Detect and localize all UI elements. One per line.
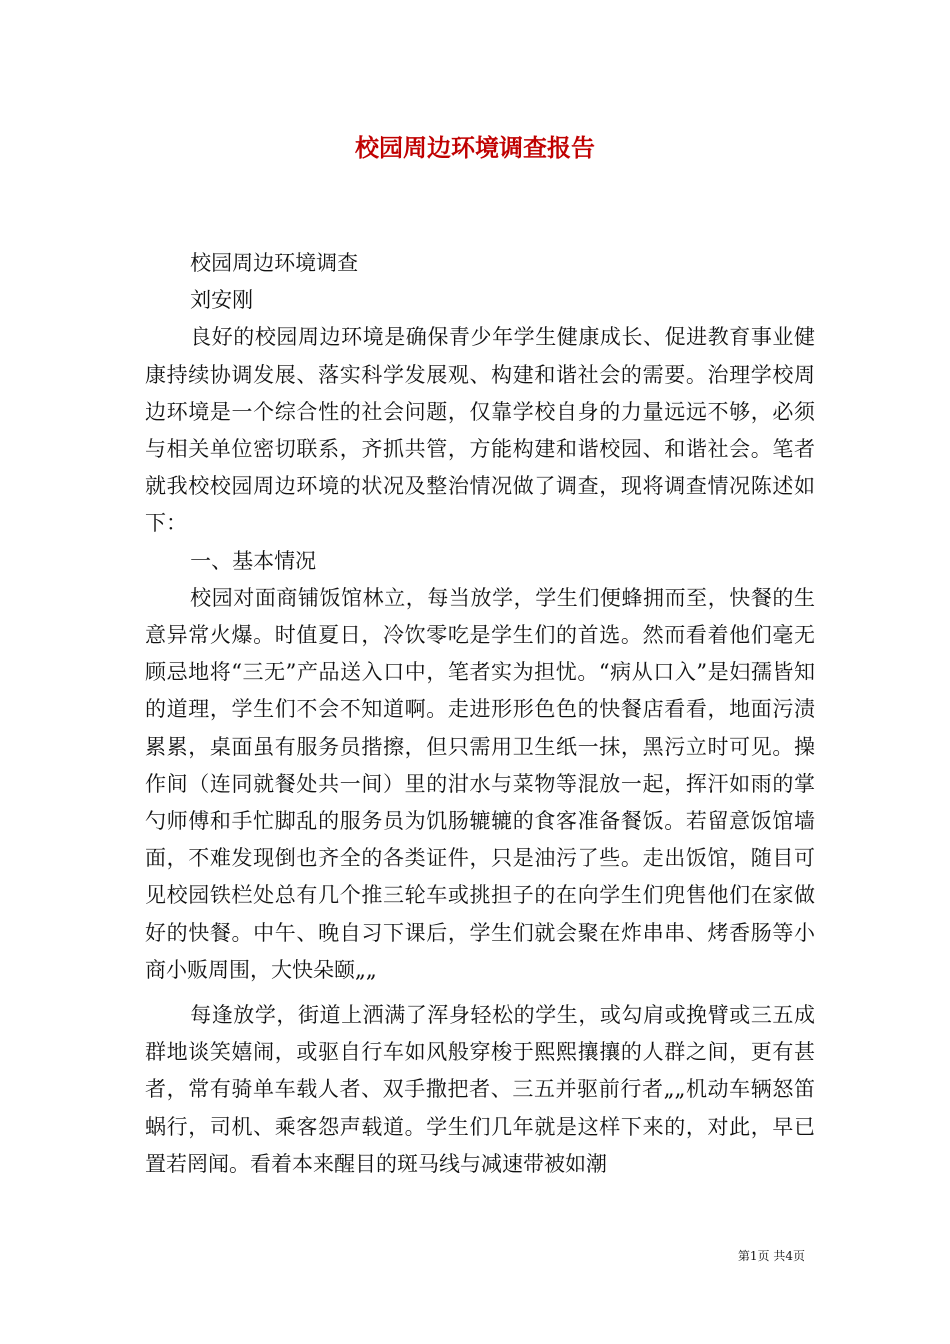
paragraph-traffic: 每逢放学，街道上洒满了浑身轻松的学生，或勾肩或挽臂或三五成群地谈笑嬉闹，或驱自行车如风般穿梭于熙熙攘攘的人群之间，更有甚者，常有骑单车载人者、双手撒把者、三五并驱前行者„„机动车辆怒笛蜗行，司机、乘客怨声载道。学生们几年就是这样下来的，对此，早已置若罔闻。看着本来醒目的斑马线与减速带被如潮	[145, 1003, 815, 1176]
page-footer	[738, 1248, 805, 1264]
document-subtitle: 校园周边环境调查	[190, 251, 359, 275]
paragraph-food-safety: 校园对面商铺饭馆林立，每当放学，学生们便蜂拥而至，快餐的生意异常火爆。时值夏日，冷饮零吃是学生们的首选。然而看着他们毫无顾忌地将“三无”产品送入口中，笔者实为担忧。“病从口入”是妇孺皆知的道理，学生们不会不知道啊。走进形形色色的快餐店看看，地面污渍累累，桌面虽有服务员揩擦，但只需用卫生纸一抹，黑污立时可见。操作间（连同就餐处共一间）里的泔水与菜物等混放一起，挥汗如雨的掌勺师傅和手忙脚乱的服务员为饥肠辘辘的食客准备餐饭。若留意饭馆墙面，不难发现倒也齐全的各类证件，只是油污了些。走出饭馆，随目可见校园铁栏处总有几个推三轮车或挑担子的在向学生们兜售他们在家做好的快餐。中午、晚自习下课后，学生们就会聚在炸串串、烤香肠等小商小贩周围，大快朵颐„„	[145, 585, 815, 982]
footer-total-pages: 4	[785, 1249, 793, 1263]
footer-suffix: 页	[792, 1249, 805, 1263]
footer-prefix: 第	[737, 1249, 750, 1263]
document-author: 刘安刚	[190, 288, 254, 313]
footer-current-page: 1	[749, 1249, 758, 1263]
footer-middle: 页 共	[757, 1249, 786, 1263]
section-heading-basic-situation: 一、基本情况	[190, 548, 317, 573]
page-title: 校园周边环境调查报告	[355, 133, 595, 162]
paragraph-intro: 良好的校园周边环境是确保青少年学生健康成长、促进教育事业健康持续协调发展、落实科学发展观、构建和谐社会的需要。治理学校周边环境是一个综合性的社会问题，仅靠学校自身的力量远远不够，必须与相关单位密切联系，齐抓共管，方能构建和谐校园、和谐社会。笔者就我校校园周边环境的状况及整治情况做了调查，现将调查情况陈述如下：	[145, 325, 815, 536]
document-body	[145, 245, 815, 1183]
